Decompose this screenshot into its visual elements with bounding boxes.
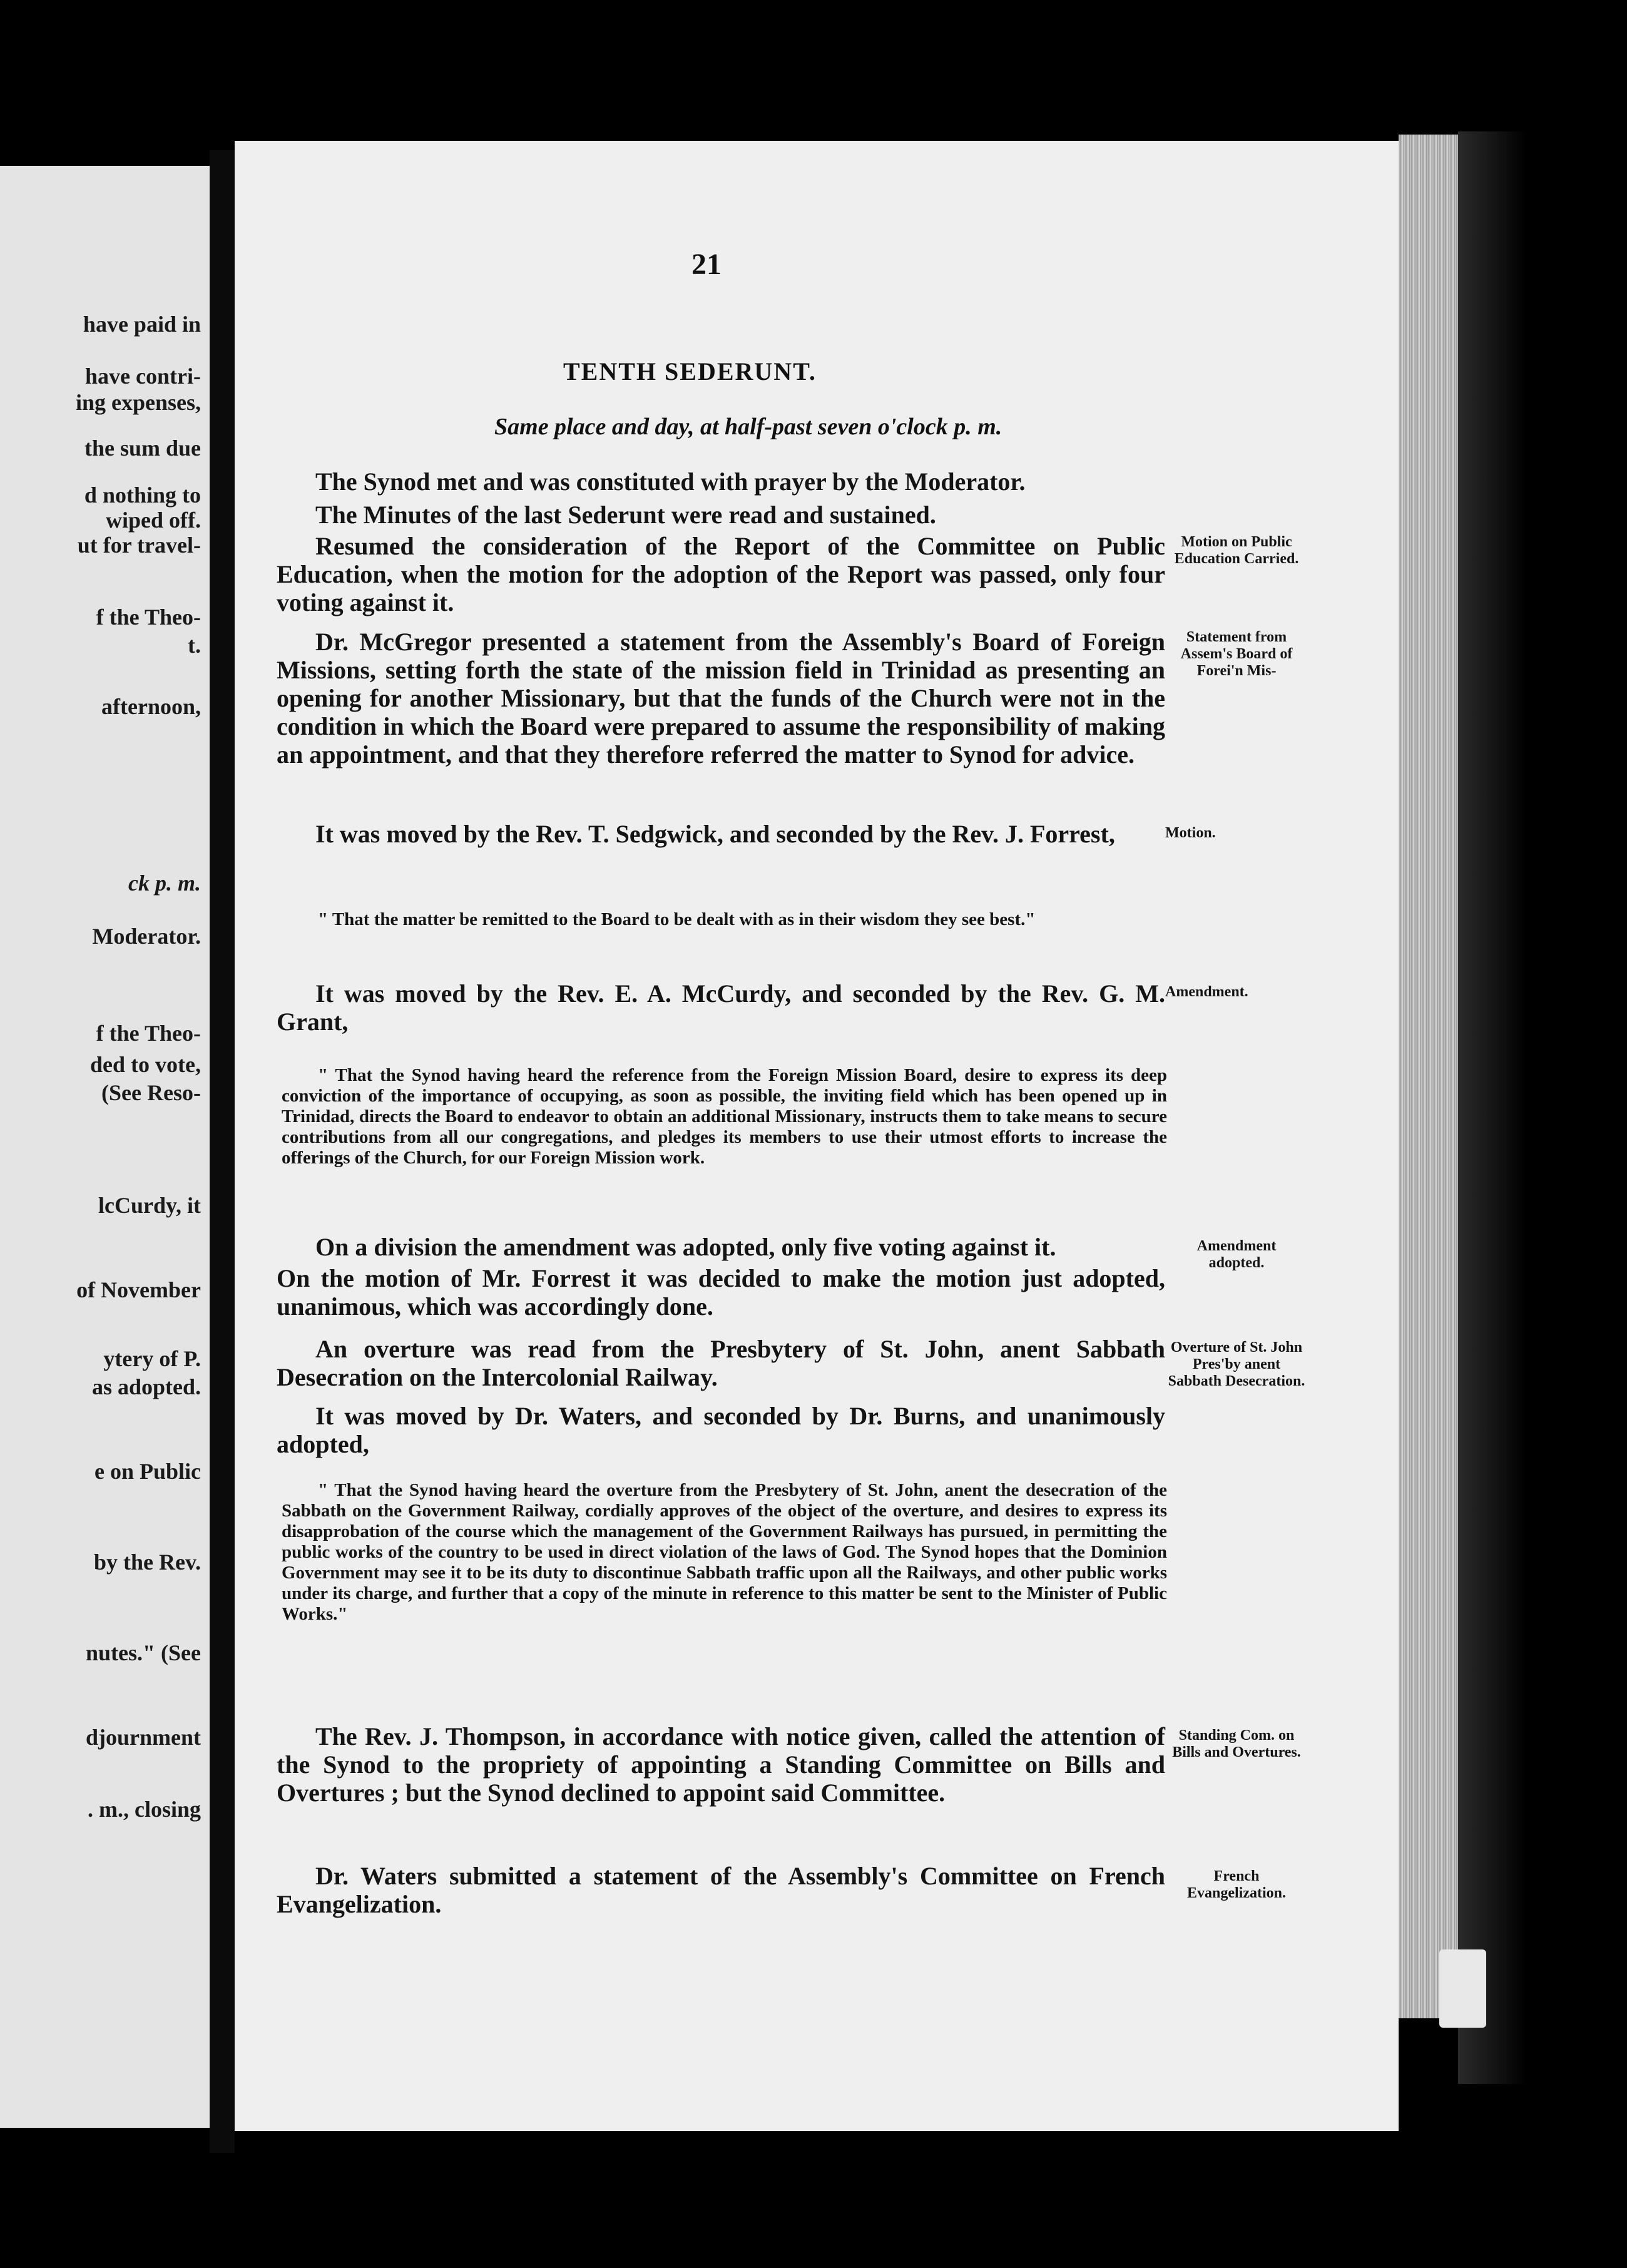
- left-page-line: by the Rev.: [94, 1550, 201, 1575]
- left-page-line: the sum due: [84, 436, 201, 461]
- block-quote: " That the Synod having heard the reference from the Foreign Mission Board, desire to express its deep conviction of the importance of occupying, as soon as possible, the inviting field which has been opened up in Trinidad, directs the Board to endeavor to obtain an additional Missionary, instructs them to take means to secure contributions from all our congregations, and pledges its members to use their utmost efforts to increase the offerings of the Church, for our Foreign Mission work.: [282, 1065, 1167, 1168]
- left-page-line: ing expenses,: [75, 390, 201, 415]
- left-page-line: ut for travel-: [77, 533, 201, 558]
- left-page-line: . m., closing: [87, 1797, 201, 1822]
- left-page-line: as adopted.: [91, 1374, 201, 1399]
- paragraph: Dr. McGregor presented a statement from the Assembly's Board of Foreign Missions, setting forth the state of the mission field in Trinidad as presenting an opening for another Missionary, but that the funds of the Church were not in the condition in which the Board were prepared to assume the responsibility of making an appointment, and that they therefore referred the matter to Synod for advice.: [277, 628, 1165, 769]
- section-subheading: Same place and day, at half-past seven o'clock p. m.: [494, 414, 1002, 440]
- left-page-line: lcCurdy, it: [98, 1193, 201, 1218]
- left-page-line: ck p. m.: [128, 871, 201, 896]
- margin-note: Statement from Assem's Board of Forei'n Mis-: [1180, 629, 1293, 679]
- left-page-line: wiped off.: [106, 508, 201, 533]
- section-heading: TENTH SEDERUNT.: [563, 357, 817, 386]
- binding-gutter: [210, 150, 235, 2153]
- left-page-line: e on Public: [94, 1459, 201, 1484]
- book-spine: [1458, 131, 1527, 2084]
- paragraph: An overture was read from the Presbytery of St. John, anent Sabbath Desecration on the Intercolonial Railway.: [277, 1335, 1165, 1391]
- paragraph: On a division the amendment was adopted, only five voting against it.: [315, 1233, 1056, 1261]
- left-page-line: have contri-: [85, 364, 201, 389]
- left-page-line: nutes." (See: [86, 1640, 201, 1665]
- paragraph: It was moved by the Rev. E. A. McCurdy, and seconded by the Rev. G. M. Grant,: [277, 979, 1165, 1036]
- paragraph: On the motion of Mr. Forrest it was decided to make the motion just adopted, unanimous, which was accordingly done.: [277, 1264, 1165, 1320]
- paragraph: It was moved by the Rev. T. Sedgwick, and seconded by the Rev. J. Forrest,: [315, 820, 1115, 848]
- paragraph: It was moved by Dr. Waters, and seconded by Dr. Burns, and unanimously adopted,: [277, 1402, 1165, 1458]
- block-quote: " That the matter be remitted to the Board to be dealt with as in their wisdom they see best.": [318, 909, 1036, 929]
- left-page-line: f the Theo-: [96, 1021, 201, 1046]
- paragraph: The Rev. J. Thompson, in accordance with notice given, called the attention of the Synod to the propriety of appointing a Standing Committee on Bills and Overtures ; but the Synod declined to appoint said Committee.: [277, 1722, 1165, 1807]
- left-page-line: Moderator.: [92, 924, 201, 949]
- margin-note: Standing Com. on Bills and Overtures.: [1172, 1727, 1301, 1760]
- paragraph: Resumed the consideration of the Report of the Committee on Public Education, when the motion for the adoption of the Report was passed, only four voting against it.: [277, 532, 1165, 616]
- margin-note: French Evangelization.: [1186, 1868, 1286, 1901]
- paragraph: Dr. Waters submitted a statement of the Assembly's Committee on French Evangelization.: [277, 1862, 1165, 1918]
- margin-note: Amendment.: [1165, 984, 1248, 1000]
- left-page-line: afternoon,: [101, 694, 201, 719]
- left-page-line: ded to vote,: [90, 1052, 201, 1077]
- left-page-line: djournment: [85, 1725, 201, 1750]
- left-page-line: d nothing to: [84, 483, 201, 508]
- left-page-line: f the Theo-: [96, 605, 201, 630]
- left-page-line: (See Reso-: [101, 1080, 201, 1105]
- margin-note: Motion.: [1165, 825, 1216, 841]
- paragraph: The Minutes of the last Sederunt were read and sustained.: [315, 501, 936, 529]
- margin-note: Motion on Public Education Carried.: [1174, 534, 1299, 567]
- previous-page: [0, 166, 210, 2128]
- block-quote: " That the Synod having heard the overture from the Presbytery of St. John, anent the desecration of the Sabbath on the Government Railway, cordially approves of the object of the overture, and desires to express its disapprobation of the course which the management of the Government Railways has pursued, in permitting the public works of the country to be used in direct violation of the laws of God. The Synod hopes that the Dominion Government may see it to be its duty to discontinue Sabbath traffic upon all the Railways, and other public works under its charge, and further that a copy of the minute in reference to this matter be sent to the Minister of Public Works.": [282, 1480, 1167, 1624]
- page-edge-tab: [1439, 1949, 1486, 2028]
- page-edges: [1399, 135, 1458, 2018]
- left-page-line: of November: [76, 1277, 201, 1302]
- paragraph: The Synod met and was constituted with prayer by the Moderator.: [315, 467, 1026, 496]
- left-page-line: have paid in: [83, 312, 201, 337]
- left-page-line: ytery of P.: [103, 1346, 201, 1371]
- margin-note: Overture of St. John Pres'by anent Sabbath Desecration.: [1168, 1339, 1305, 1389]
- left-page-line: t.: [188, 633, 201, 658]
- page-number: 21: [691, 248, 722, 281]
- margin-note: Amendment adopted.: [1196, 1238, 1277, 1271]
